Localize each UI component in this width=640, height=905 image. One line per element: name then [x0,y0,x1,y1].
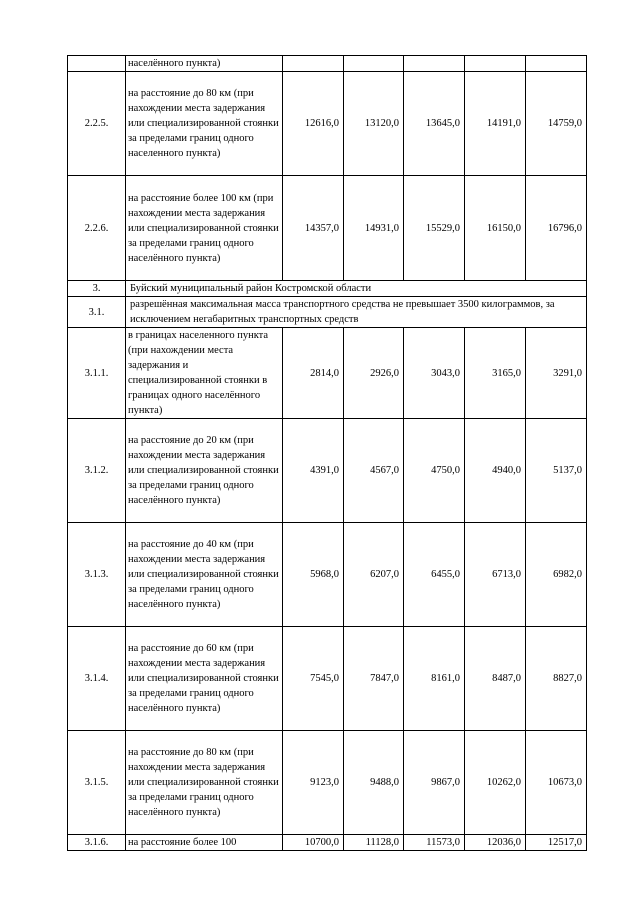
row-description: на расстояние до 60 км (при нахождении места задержания или специализированной стоянки за пределами границ одного населённого пункта) [126,627,283,731]
row-number: 3.1.2. [68,419,126,523]
value-cell: 14931,0 [344,176,404,281]
value-cell: 3165,0 [465,328,526,419]
value-cell: 14759,0 [526,72,587,176]
value-cell: 4940,0 [465,419,526,523]
value-cell: 12517,0 [526,835,587,851]
value-cell: 8161,0 [404,627,465,731]
row-number [68,56,126,72]
value-cell: 16150,0 [465,176,526,281]
table-row [68,419,587,523]
value-cell: 12036,0 [465,835,526,851]
value-cell: 13645,0 [404,72,465,176]
table-row [68,731,587,835]
section-title: Буйский муниципальный район Костромской области [126,281,587,297]
row-description: на расстояние до 40 км (при нахождении места задержания или специализированной стоянки за пределами границ одного населённого пункта) [126,523,283,627]
table-row [68,176,587,281]
value-cell: 2926,0 [344,328,404,419]
value-cell: 6455,0 [404,523,465,627]
value-cell [404,56,465,72]
table-row [68,328,587,419]
row-number: 2.2.5. [68,72,126,176]
value-cell: 10700,0 [283,835,344,851]
table-row [68,835,587,851]
value-cell: 3291,0 [526,328,587,419]
row-description: населённого пункта) [126,56,283,72]
value-cell: 10262,0 [465,731,526,835]
row-number: 3.1.4. [68,627,126,731]
row-description: на расстояние до 20 км (при нахождении места задержания или специализированной стоянки за пределами границ одного населённого пункта) [126,419,283,523]
section-row [68,281,587,297]
table-row [68,627,587,731]
value-cell: 9867,0 [404,731,465,835]
value-cell: 6713,0 [465,523,526,627]
row-description: на расстояние более 100 км (при нахождении места задержания или специализированной стоянки за пределами границ одного населённого пункта) [126,176,283,281]
value-cell: 11573,0 [404,835,465,851]
value-cell: 14191,0 [465,72,526,176]
value-cell: 14357,0 [283,176,344,281]
value-cell: 15529,0 [404,176,465,281]
tariff-table [67,55,587,851]
row-description: на расстояние до 80 км (при нахождении места задержания или специализированной стоянки за пределами границ одного населенного пункта) [126,72,283,176]
subsection-note: разрешённая максимальная масса транспортного средства не превышает 3500 килограммов, за исключением негабаритных транспортных средств [126,297,587,328]
value-cell: 5137,0 [526,419,587,523]
note-row [68,297,587,328]
value-cell: 8487,0 [465,627,526,731]
value-cell: 3043,0 [404,328,465,419]
value-cell: 11128,0 [344,835,404,851]
value-cell: 5968,0 [283,523,344,627]
value-cell [465,56,526,72]
value-cell: 9488,0 [344,731,404,835]
value-cell [344,56,404,72]
row-description: на расстояние более 100 [126,835,283,851]
row-number: 3.1.1. [68,328,126,419]
row-description: на расстояние до 80 км (при нахождении места задержания или специализированной стоянки за пределами границ одного населённого пункта) [126,731,283,835]
value-cell: 4391,0 [283,419,344,523]
table-row [68,72,587,176]
section-number: 3. [68,281,126,297]
row-number: 2.2.6. [68,176,126,281]
value-cell: 7545,0 [283,627,344,731]
row-number: 3.1.5. [68,731,126,835]
value-cell: 4750,0 [404,419,465,523]
value-cell: 9123,0 [283,731,344,835]
value-cell: 8827,0 [526,627,587,731]
value-cell: 2814,0 [283,328,344,419]
value-cell [283,56,344,72]
subsection-number: 3.1. [68,297,126,328]
value-cell: 16796,0 [526,176,587,281]
row-description: в границах населенного пункта (при нахождении места задержания и специализированной стоянки в границах одного населённого пункта) [126,328,283,419]
value-cell [526,56,587,72]
table-row [68,523,587,627]
value-cell: 6207,0 [344,523,404,627]
value-cell: 13120,0 [344,72,404,176]
row-number: 3.1.6. [68,835,126,851]
value-cell: 7847,0 [344,627,404,731]
value-cell: 10673,0 [526,731,587,835]
value-cell: 4567,0 [344,419,404,523]
value-cell: 6982,0 [526,523,587,627]
row-number: 3.1.3. [68,523,126,627]
value-cell: 12616,0 [283,72,344,176]
table-row [68,56,587,72]
